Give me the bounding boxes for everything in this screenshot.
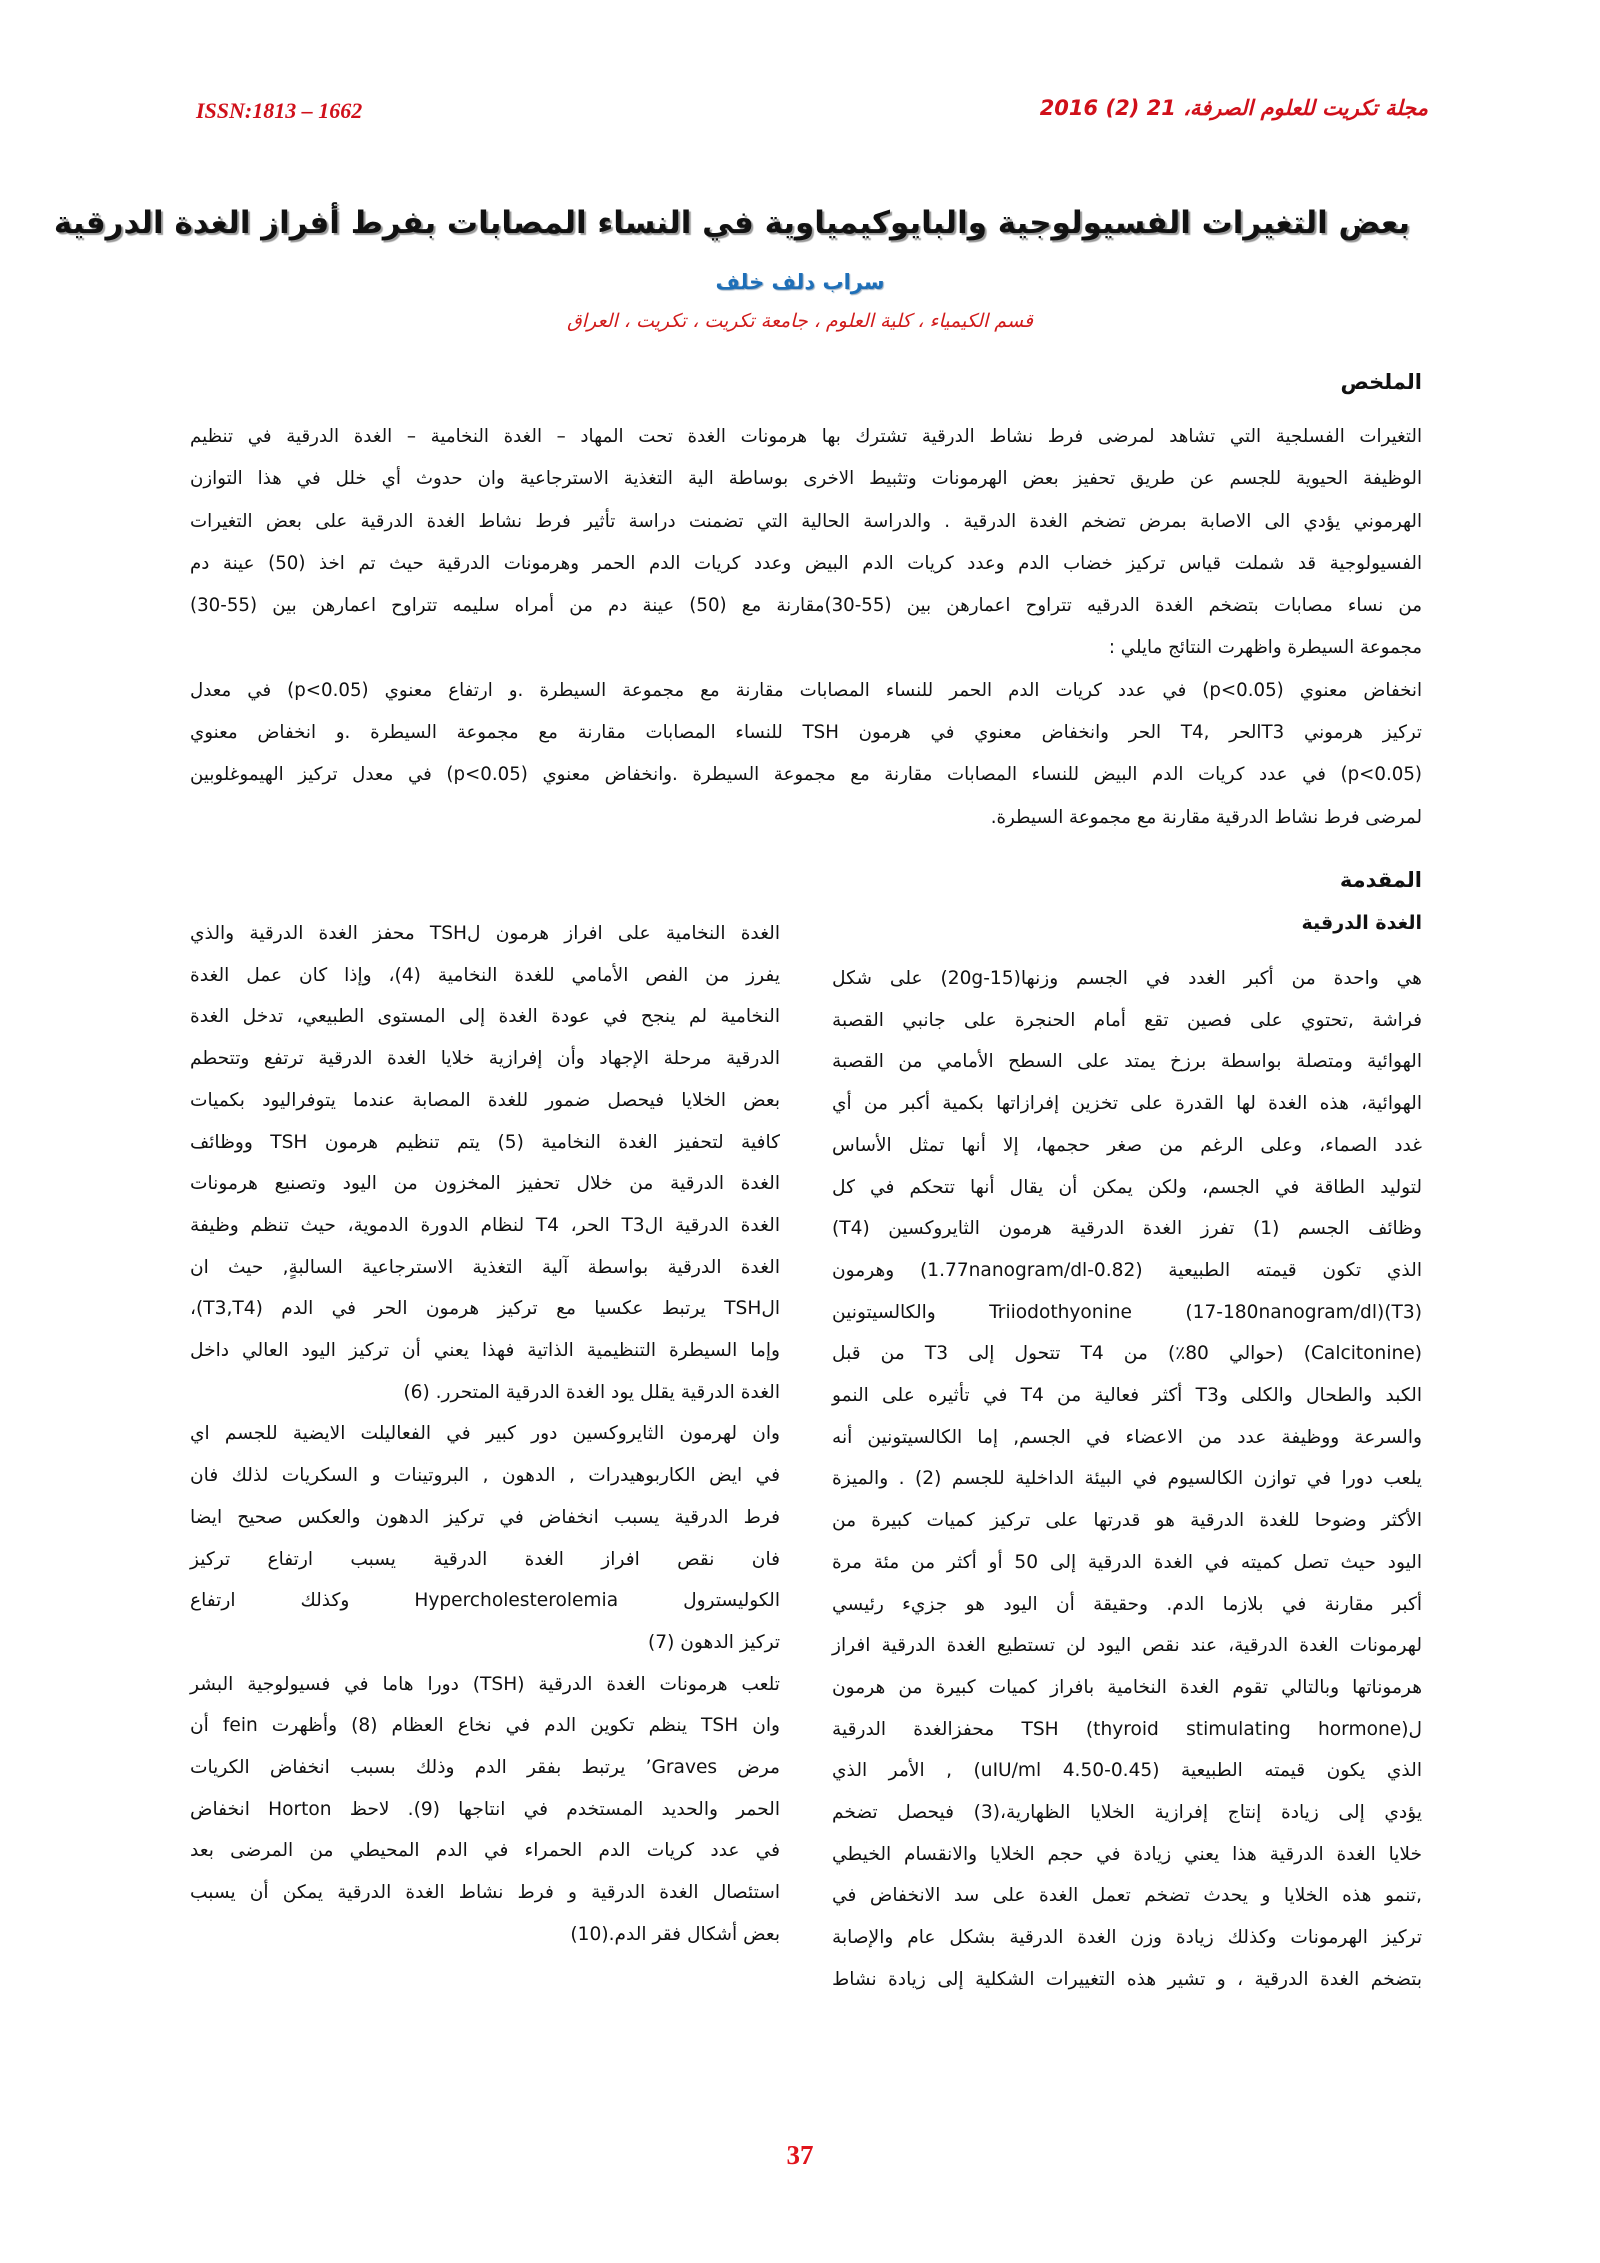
paragraph-line: هرموناتها وبالتالي تقوم الغدة النخامية بافراز كميات كبيرة من هرمون [832,1676,1422,1698]
paragraph-line: (Calcitonine) (حوالي 80٪) من T4 تتحول إلى T3 من قبل [832,1343,1422,1365]
paragraph-line: فراشة ,تحتوي على فصين تقع أمام الحنجرة على جانبي القصبة [832,1009,1422,1031]
abstract-line: الفسيولوجية قد شملت قياس تركيز خضاب الدم وعدد كريات الدم البيض وعدد كريات الدم الحمر وهرمونات الدرقية حيث تم اخذ (50) عينة دم [190,552,1422,574]
paragraph-line: فان نقص افراز الغدة الدرقية يسبب ارتفاع تركيز [190,1548,780,1570]
paragraph-line: فرط الدرقية يسبب انخفاض في تركيز الدهون والعكس صحيح ايضا [190,1506,780,1528]
paragraph-line: الذي تكون قيمته الطبيعية (0.82-1.77nanogram/dl) وهرمون [832,1259,1422,1281]
header-journal: مجلة تكريت للعلوم الصرفة، 21 (2) 2016 [1039,96,1428,120]
paper-title: بعض التغيرات الفسيولوجية والبايوكيمياوية في النساء المصابات بفرط أفراز الغدة الدرقية [53,205,1410,241]
paragraph-line: يفرز من الفص الأمامي للغدة النخامية (4)، وإذا كان عمل الغدة [190,964,780,986]
paragraph-line: استئصال الغدة الدرقية و فرط نشاط الغدة الدرقية يمكن أن يسبب [190,1882,780,1904]
affiliation: قسم الكيمياء ، كلية العلوم ، جامعة تكريت ، تكريت ، العراق [567,310,1033,332]
paragraph-line: وان لهرمون الثايروكسين دور كبير في الفعاليلت الايضية للجسم اي [190,1423,780,1445]
abstract-line: (p<0.05) في عدد كريات الدم البيض للنساء المصابات مقارنة مع مجموعة السيطرة .وانخفاض معنوي (p<0.05) في معدل تركيز الهيموغلوبين [190,764,1422,786]
paragraph-line: لTSH (thyroid stimulating hormone) محفزالغدة الدرقية [832,1718,1422,1740]
paragraph-line: الغدة الدرقية من خلال تحفيز المخزون من اليود وتصنيع هرمونات [190,1173,780,1195]
intro-right-column [832,958,1422,2001]
paragraph-line: وظائف الجسم (1) تفرز الغدة الدرقية هرمون الثايروكسين (T4) [832,1218,1422,1240]
paragraph-line: في ايض الكاربوهيدرات , الدهون , البروتينات و السكريات لذلك فان [190,1465,780,1487]
paragraph-line: الكوليسترول Hypercholesterolemia وكذلك ارتفاع [190,1590,780,1612]
paragraph-line: الأكثر وضوحا للغدة الدرقية هو قدرتها على تركيز كميات كبيرة من [832,1510,1422,1532]
author-name: سراب دلف خلف [715,270,885,294]
paragraph-line: اليود حيث تصل كميته في الغدة الدرقية إلى 50 أو أكثر من مئة مرة [832,1551,1423,1573]
paragraph-line: غدد الصماء، وعلى الرغم من صغر حجمها، إلا أنها تمثل الأساس [832,1134,1422,1156]
paragraph-line: خلايا الغدة الدرقية هذا يعني زيادة في حجم الخلايا والانقسام الخيطي [832,1843,1422,1865]
paragraph-line: الحمر والحديد المستخدم في انتاجها (9). لاحظ Horton انخفاض [190,1798,781,1820]
abstract-line: مجموعة السيطرة واظهرت النتائج مايلي : [1108,637,1422,659]
paragraph-line: الدرقية مرحلة الإجهاد وأن إفرازية خلايا الغدة الدرقية ترتفع وتتحطم [190,1048,780,1070]
abstract-line: التغيرات الفسلجية التي تشاهد لمرضى فرط نشاط الدرقية تشترك بها هرمونات الغدة تحت المهاد – الغدة النخامية – الغدة الدرقية في تنظيم [190,426,1422,447]
paragraph-line: (T3)Triiodothyonine (17-180nanogram/dl) والكالسيتونين [832,1301,1422,1323]
paragraph-line: الهوائية، هذه الغدة لها القدرة على تخزين إفرازاتها بكمية أكبر من أي [832,1093,1422,1115]
intro-left-column [190,913,780,1956]
paragraph-line: تركيز الدهون (7) [648,1631,780,1653]
paragraph-line: الTSH يرتبط عكسيا مع تركيز هرمون الحر في الدم (T3,T4)، [190,1298,780,1320]
page-number: 37 [786,2140,814,2170]
paragraph-line: وان TSH ينظم تكوين الدم في نخاع العظام (8) وأظهرت fein أن [190,1715,781,1737]
paragraph-line: الذي يكون قيمته الطبيعية (0.45-4.50 uIU/ml) , الأمر الذي [832,1760,1422,1782]
paragraph-line: كافية لتحفيز الغدة النخامية (5) يتم تنظيم هرمون TSH ووظائف [190,1131,780,1153]
paragraph-line: تلعب هرمونات الغدة الدرقية (TSH) دورا هاما في فسيولوجية البشر [190,1673,780,1695]
paragraph-line: في عدد كريات الدم الحمراء في الدم المحيطي من المرضى بعد [190,1840,780,1862]
paragraph-line: النخامية لم ينجح في عودة الغدة إلى المستوى الطبيعي، تدخل الغدة [190,1006,780,1028]
paragraph-line: الغدة النخامية على افراز هرمون لTSH محفز الغدة الدرقية والذي [190,923,780,944]
abstract-line: الهرموني يؤدي الى الاصابة بمرض تضخم الغدة الدرقية . والدراسة الحالية التي تضمنت دراسة تأثير فرط نشاط الغدة الدرقية على بعض التغيرات [190,510,1422,532]
abstract-line: لمرضى فرط نشاط الدرقية مقارنة مع مجموعة السيطرة. [990,806,1422,828]
paragraph-line: يلعب دورا في توازن الكالسيوم في البيئة الداخلية للجسم (2) . والميزة [832,1468,1422,1490]
paragraph-line: الكبد والطحال والكلى وT3 أكثر فعالية من T4 في تأثيره على النمو [832,1385,1423,1407]
header-issn: ISSN:1813 – 1662 [196,98,363,123]
paragraph-line: الغدة الدرقية يقلل يود الغدة الدرقية المتحرر. (6) [403,1381,780,1403]
introduction-heading: المقدمة [1339,868,1422,892]
paragraph-line: هي واحدة من أكبر الغدد في الجسم وزنها(15-20g) على شكل [832,968,1422,989]
abstract-line: الوظيفة الحيوية للجسم عن طريق تحفيز بعض الهرمونات وتثبيط الاخرى بوساطة الية التغذية الاسترجاعية وان حدوث أي خلل في هذا التوازن [190,468,1422,490]
abstract-line: انخفاض معنوي (p<0.05) في عدد كريات الدم الحمر للنساء المصابات مقارنة مع مجموعة السيطرة .و ارتفاع معنوي (p<0.05) في معدل [190,679,1423,701]
paragraph-line: يؤدي إلى زيادة إنتاج إفرازية الخلايا الظهارية،(3) فيحصل تضخم [832,1802,1422,1824]
paragraph-line: الغدة الدرقية الT3 الحر، T4 لنظام الدورة الدموية، حيث تنظم وظيفة [190,1214,780,1236]
abstract-line: من نساء مصابات بتضخم الغدة الدرقيه تتراوح اعمارهن بين (55-30)مقارنة مع (50) عينة دم من أمراه سليمه تتراوح اعمارهن بين (55-30) [190,595,1422,617]
paragraph-line: لتوليد الطاقة في الجسم، ولكن يمكن أن يقال أنها تتحكم في كل [832,1176,1422,1198]
paragraph-line: لهرمونات الغدة الدرقية، عند نقص اليود لن تستطيع الغدة الدرقية افراز [832,1635,1422,1657]
abstract-body [190,416,1422,839]
paragraph-line: ,تنمو هذه الخلايا و يحدث تضخم تعمل الغدة على سد الانخفاض في [832,1885,1422,1907]
abstract-line: تركيز هرموني T3الحر ,T4 الحر وانخفاض معنوي في هرمون TSH للنساء المصابات مقارنة مع مجموعة السيطرة .و انخفاض معنوي [190,722,1422,744]
paragraph-line: الغدة الدرقية بواسطة آلية التغذية الاسترجاعية السالبةٍ, حيث ان [190,1256,780,1278]
paragraph-line: والسرعة ووظيفة عدد من الاعضاء في الجسم, إما الكالسيتونين أنه [832,1426,1422,1448]
thyroid-subheading: الغدة الدرقية [1301,912,1422,934]
paragraph-line: بتضخم الغدة الدرقية ، و تشير هذه التغييرات الشكلية إلى زيادة نشاط [832,1968,1422,1990]
paragraph-line: الهوائية ومتصلة بواسطة برزخ يمتد على السطح الأمامي من القصبة [832,1051,1422,1073]
paragraph-line: بعض الخلايا فيحصل ضمور للغدة المصابة عندما يتوفراليود بكميات [190,1089,780,1111]
paragraph-line: مرض Graves’ يرتبط بفقر الدم وذلك بسبب انخفاض الكريات [190,1757,780,1779]
paragraph-line: تركيز الهرمونات وكذلك زيادة وزن الغدة الدرقية بشكل عام والإصابة [832,1927,1422,1949]
paragraph-line: أكبر مقارنة في بلازما الدم. وحقيقة أن اليود هو جزيء رئيسي [832,1593,1422,1615]
paragraph-line: وإما السيطرة التنظيمية الذاتية فهذا يعني أن تركيز اليود العالي داخل [190,1340,780,1362]
paragraph-line: بعض أشكال فقر الدم.(10) [570,1923,780,1945]
abstract-heading: الملخص [1340,370,1422,394]
